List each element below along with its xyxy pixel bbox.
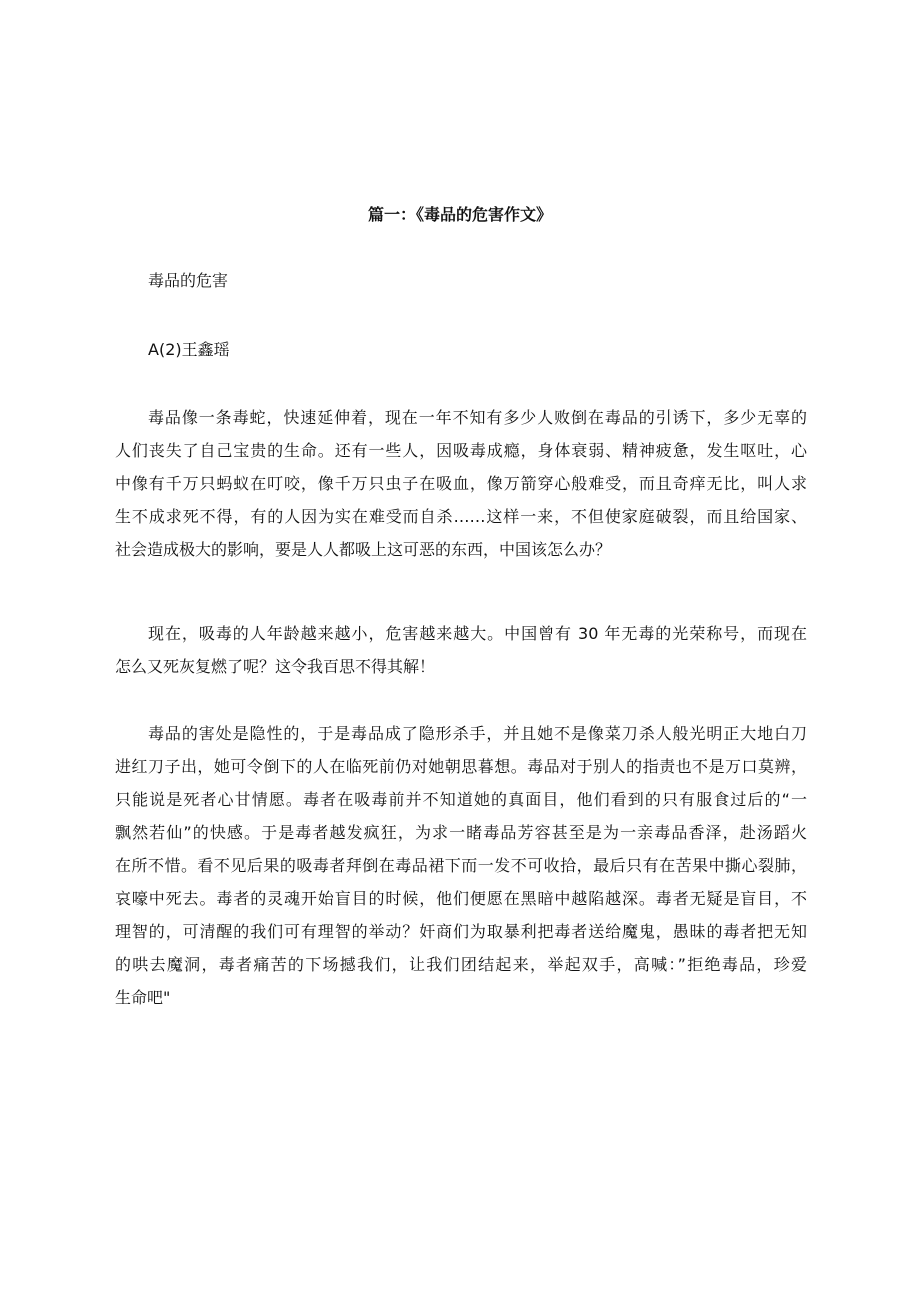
paragraph-2: [115, 617, 807, 683]
document-title: 篇一：《毒品的危害作文》: [367, 205, 552, 224]
paragraph-line: 只能说是死者心甘情愿。毒者在吸毒前并不知道她的真面目，他们看到的只有服食过后的“一: [115, 790, 807, 809]
paragraph-1: [115, 401, 807, 566]
paragraph-line: 飘然若仙”的快感。于是毒者越发疯狂，为求一睹毒品芳容甚至是为一亲毒品香泽，赴汤蹈火: [115, 823, 807, 842]
paragraph-line: 怎么又死灰复燃了呢？这令我百思不得其解！: [115, 657, 436, 676]
paragraph-line: 生不成求死不得，有的人因为实在难受而自杀……这样一来，不但使家庭破裂，而且给国家、: [115, 507, 807, 526]
paragraph-line: 理智的，可清醒的我们可有理智的举动？奸商们为取暴利把毒者送给魔鬼，愚昧的毒者把无知: [115, 922, 807, 941]
paragraph-line: 进红刀子出，她可令倒下的人在临死前仍对她朝思暮想。毒品对于别人的指责也不是万口莫辨，: [115, 757, 807, 776]
paragraph-line: 现在，吸毒的人年龄越来越小，危害越来越大。中国曾有 30 年无毒的光荣称号，而现在: [148, 624, 807, 643]
paragraph-line: 毒品像一条毒蛇，快速延伸着，现在一年不知有多少人败倒在毒品的引诱下，多少无辜的: [148, 408, 807, 427]
essay-author: A(2)王鑫瑶: [148, 340, 230, 359]
paragraph-line: 哀嚎中死去。毒者的灵魂开始盲目的时候，他们便愿在黑暗中越陷越深。毒者无疑是盲目，不: [115, 889, 807, 908]
paragraph-line: 在所不惜。看不见后果的吸毒者拜倒在毒品裙下而一发不可收拾，最后只有在苦果中撕心裂肺，: [115, 856, 807, 875]
paragraph-line: 的哄去魔洞，毒者痛苦的下场撼我们，让我们团结起来，举起双手，高喊：”拒绝毒品，珍爱: [115, 955, 807, 974]
paragraph-line: 人们丧失了自己宝贵的生命。还有一些人，因吸毒成瘾，身体衰弱、精神疲惫，发生呕吐，心: [115, 441, 807, 460]
paragraph-line: 生命吧": [115, 988, 171, 1007]
paragraph-line: 毒品的害处是隐性的，于是毒品成了隐形杀手，并且她不是像菜刀杀人般光明正大地白刀: [148, 724, 807, 743]
essay-subtitle: 毒品的危害: [148, 271, 229, 290]
paragraph-line: 社会造成极大的影响，要是人人都吸上这可恶的东西，中国该怎么办？: [115, 540, 612, 559]
paragraph-line: 中像有千万只蚂蚁在叮咬，像千万只虫子在吸血，像万箭穿心般难受，而且奇痒无比，叫人求: [115, 474, 807, 493]
paragraph-3: [115, 717, 807, 1014]
